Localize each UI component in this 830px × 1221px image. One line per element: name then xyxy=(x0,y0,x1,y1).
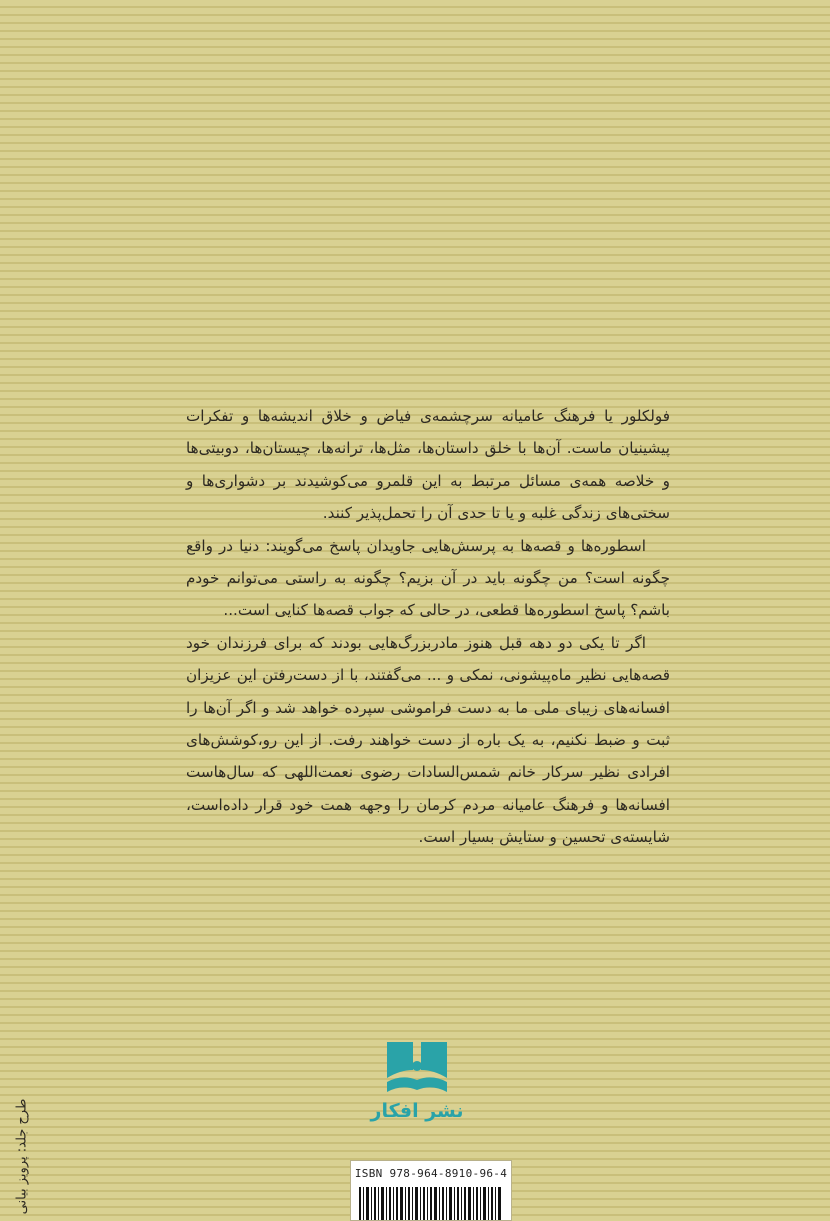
blurb-paragraph: اسطوره‌ها و قصه‌ها به پرسش‌هایی جاویدان پاسخ می‌گویند: دنیا در واقع چگونه است؟ من چگونه باید در آن بزیم؟ چگونه به راستی می‌توانم خودم باشم؟ پاسخ اسطوره‌ها قطعی، در حالی که جواب قصه‌ها کنایی است... xyxy=(186,536,670,620)
isbn-barcode-box xyxy=(350,1160,512,1221)
barcode-icon xyxy=(359,1187,503,1220)
blurb-paragraph: فولکلور یا فرهنگ عامیانه سرچشمه‌ی فیاض و خلاق اندیشه‌ها و تفکرات پیشینیان ماست. آن‌ها با خلق داستان‌ها، مثل‌ها، ترانه‌ها، چیستان‌ها، دوبیتی‌ها و خلاصه همه‌ی مسائل مرتبط به این قلمرو می‌کوشیدند بر دشواری‌ها و سختی‌های زندگی غلبه و یا تا حدی آن را تحمل‌پذیر کنند. xyxy=(186,407,670,523)
blurb-paragraph: اگر تا یکی دو دهه قبل هنوز مادربزرگ‌هایی بودند که برای فرزندان خود قصه‌هایی نظیر ماه‌پیشونی، نمکی و ... می‌گفتند، با از دست‌رفتن این عزیزان افسانه‌های زیبای ملی ما به دست فراموشی سپرده خواهد شد و اگر آن‌ها را ثبت و ضبط نکنیم، به یک باره از دست خواهند رفت. از این رو،کوشش‌های افرادی نظیر سرکار خانم شمس‌السادات رضوی نعمت‌اللهی که سال‌هاست افسانه‌ها و فرهنگ عامیانه مردم کرمان را وجهه همت خود قرار داده‌است، شایسته‌ی تحسین و ستایش بسیار است. xyxy=(186,633,670,847)
cover-designer-credit: طرح جلد: پرویز بیانی xyxy=(14,1098,30,1215)
isbn-number: ISBN 978-964-8910-96-4 xyxy=(354,1167,508,1180)
publisher-name: نشر افکار xyxy=(370,1100,464,1122)
back-cover-blurb xyxy=(186,400,670,854)
publisher-logo xyxy=(367,1040,467,1140)
open-book-logo-icon xyxy=(384,1040,450,1094)
